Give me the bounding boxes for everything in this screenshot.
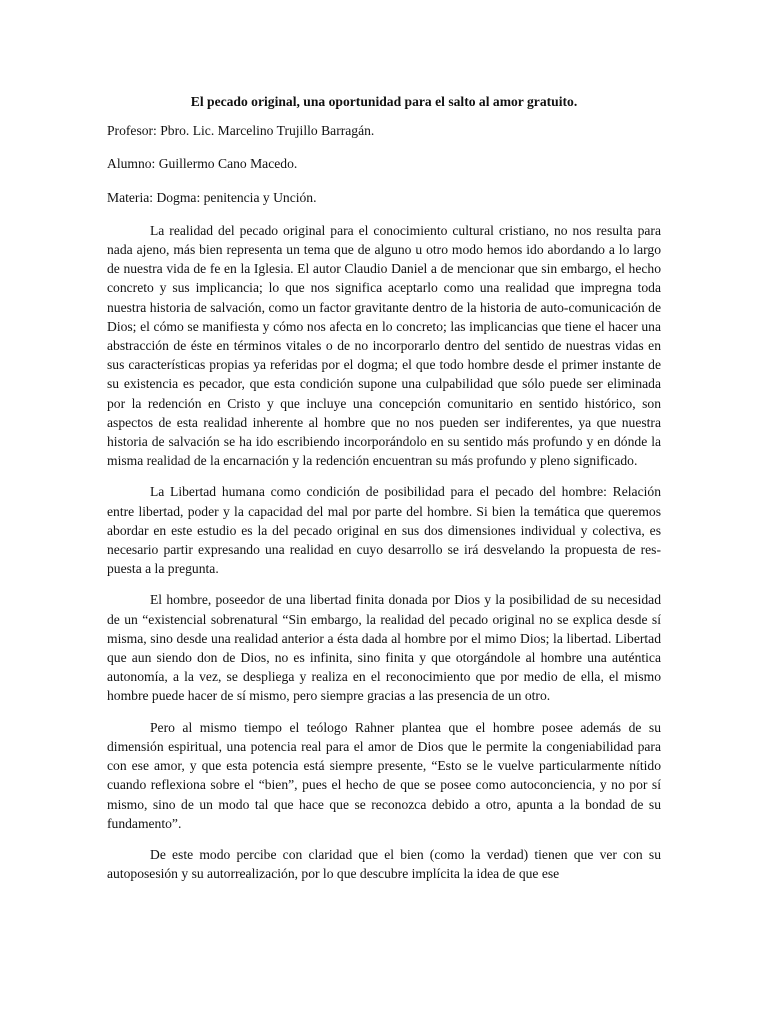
body-paragraph-3: El hombre, poseedor de una libertad finita donada por Dios y la posibilidad de su necesidad de un “existencial sobrenatural “Sin embargo, la realidad del pecado original no se explica desde sí misma, sino desde una realidad anterior a ésta dada al hombre por el mimo Dios; la libertad. Libertad que aun siendo don de Dios, no es infinita, sino finita y que otorgándole al hombre una auténtica autonomía, a la vez, se despliega y realiza en el reconocimiento que por medio de ella, el mismo hombre puede hacer de sí mismo, pero siempre gracias a las presencia de un otro. — [107, 592, 661, 704]
student-line: Alumno: Guillermo Cano Macedo. — [107, 156, 298, 172]
body-paragraph-4: Pero al mismo tiempo el teólogo Rahner plantea que el hombre posee además de su dimensión espiritual, una potencia real para el amor de Dios que le permite la congeniabilidad para con ese amor, y que esta potencia está siempre presente, “Esto se le vuelve particularmente nítido cuando reflexiona sobre el “bien”, pues el hecho de que se posee como autoconciencia, y no por sí mismo, sino de un modo tal que hace que se reconozca debido a otro, apunta a la bondad de su fundamento”. — [107, 719, 661, 831]
body-paragraph-5: De este modo percibe con claridad que el bien (como la verdad) tienen que ver con su autoposesión y su autorrealización, por lo que descubre implícita la idea de que ese — [107, 846, 661, 882]
subject-line: Materia: Dogma: penitencia y Unción. — [107, 189, 317, 205]
body-paragraph-2: La Libertad humana como condición de posibilidad para el pecado del hombre: Relación entre libertad, poder y la capacidad del mal por parte del hombre. Si bien la temática que queremos abordar en este estudio es la del pecado original en sus dos dimensiones individual y colectiva, es necesario partir expresando una realidad en cuyo desarrollo se irá desvelando la propuesta de res-puesta a la pregunta. — [107, 484, 661, 577]
body-paragraph-1: La realidad del pecado original para el conocimiento cultural cristiano, no nos resulta para nada ajeno, más bien representa un tema que de alguno u otro modo hemos ido abordando a lo largo de nuestra vida de fe en la Iglesia. El autor Claudio Daniel a de mencionar que sin embargo, el hecho concreto y sus implicancia; lo que nos significa aceptarlo como una realidad que impregna toda nuestra historia de salvación, como un factor gravitante dentro de la historia de auto-comunicación de Dios; el cómo se manifiesta y cómo nos afecta en lo concreto; las implicancias que tiene el hacer una abstracción de éste en términos vitales o de no incorporarlo dentro del sentido de nuestras vidas en sus características propias ya referidas por el dogma; el que todo hombre desde el primer instante de su existencia es pecador, que esta condición supone una culpabilidad que sólo puede ser eliminada por la redención en Cristo y que incluye una concepción comunitario en sentido histórico, son aspectos de esta realidad inherente al hombre que no nos pueden ser indiferentes, ya que nuestra historia de salvación se ha ido escribiendo incorporándolo en su sentido más profundo y en dónde la misma realidad de la encarnación y la redención encuentran su más profundo y pleno significado. — [107, 222, 661, 469]
professor-line: Profesor: Pbro. Lic. Marcelino Trujillo Barragán. — [107, 123, 375, 139]
document-title: El pecado original, una oportunidad para el salto al amor gratuito. — [190, 94, 578, 109]
